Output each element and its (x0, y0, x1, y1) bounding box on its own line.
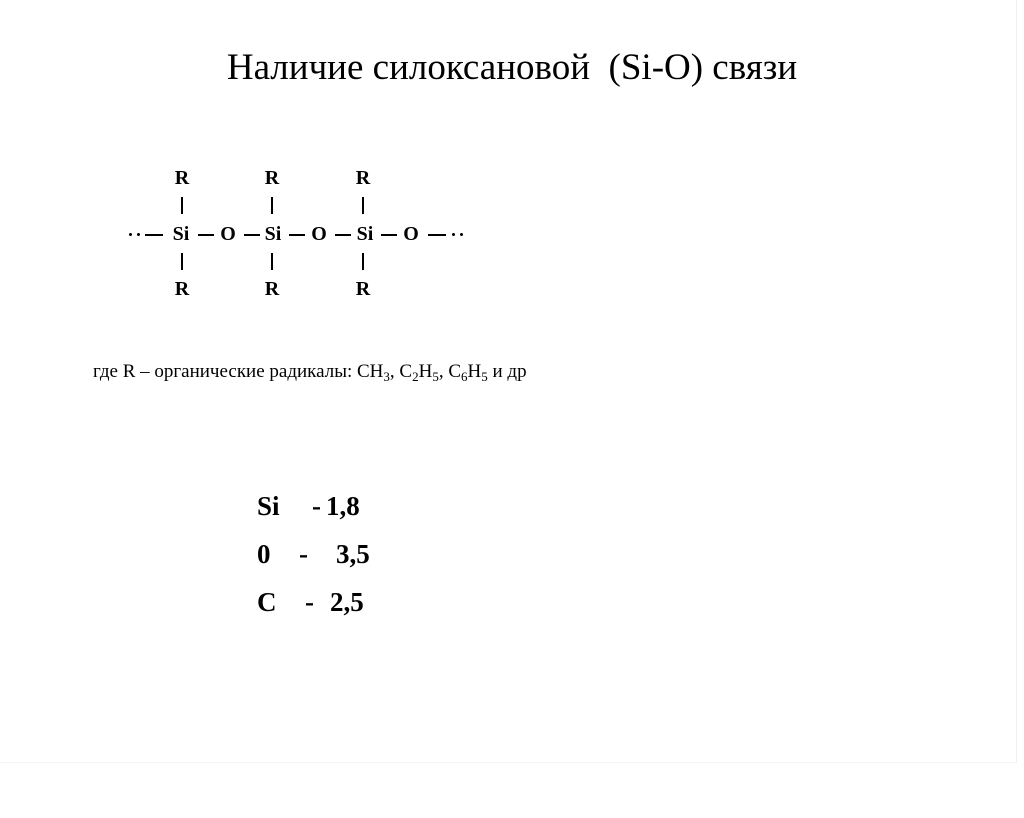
element-symbol: 0 (257, 539, 271, 569)
dash: - (299, 539, 308, 569)
radical-c6h5: $C_6H_5$ (448, 361, 488, 384)
element-symbol: C (257, 587, 277, 617)
substituent-r: R (264, 278, 280, 300)
electronegativity-row (257, 530, 370, 578)
bond-line (289, 234, 305, 236)
bond-line (244, 234, 260, 236)
bond-line (271, 197, 273, 214)
radical-ch3: $CH_3$ (357, 361, 390, 384)
bond-line (198, 234, 214, 236)
bond-line (335, 234, 351, 236)
atom-si: Si (264, 223, 282, 245)
description-suffix: и др (487, 361, 527, 382)
atom-o: O (403, 223, 419, 245)
bond-line (181, 197, 183, 214)
electronegativity-row (257, 482, 360, 530)
substituent-r: R (174, 167, 190, 189)
description-prefix: где R – органические радикалы: (93, 361, 357, 382)
electronegativity-value: 1,8 (326, 491, 360, 521)
bond-line (428, 234, 446, 236)
chain-terminal-dot (137, 233, 140, 236)
bond-line (271, 253, 273, 270)
substituent-r: R (355, 167, 371, 189)
bond-line (381, 234, 397, 236)
substituent-r: R (264, 167, 280, 189)
dash: - (305, 587, 314, 617)
bond-line (362, 197, 364, 214)
chain-terminal-dot (452, 233, 455, 236)
electronegativity-row (257, 578, 364, 626)
atom-o: O (311, 223, 327, 245)
bond-line (181, 253, 183, 270)
chain-terminal-dot (460, 233, 463, 236)
substituent-r: R (355, 278, 371, 300)
dash: - (312, 491, 321, 521)
slide-title: Наличие силоксановой (Si-O) связи (226, 47, 798, 88)
atom-si: Si (356, 223, 374, 245)
substituent-r: R (174, 278, 190, 300)
atom-o: O (220, 223, 236, 245)
bond-line (362, 253, 364, 270)
electronegativity-value: 3,5 (336, 539, 370, 569)
electronegativity-list (257, 482, 370, 626)
element-symbol: Si (257, 491, 280, 521)
atom-si: Si (172, 223, 190, 245)
electronegativity-value: 2,5 (330, 587, 364, 617)
bond-line (145, 234, 163, 236)
chain-terminal-dot (129, 233, 132, 236)
radical-c2h5: $C_2H_5$ (399, 361, 439, 384)
radicals-description: где R – органические радикалы: $CH_3$, $C_2H_5$, $C_6H_5$ и др (93, 361, 527, 384)
